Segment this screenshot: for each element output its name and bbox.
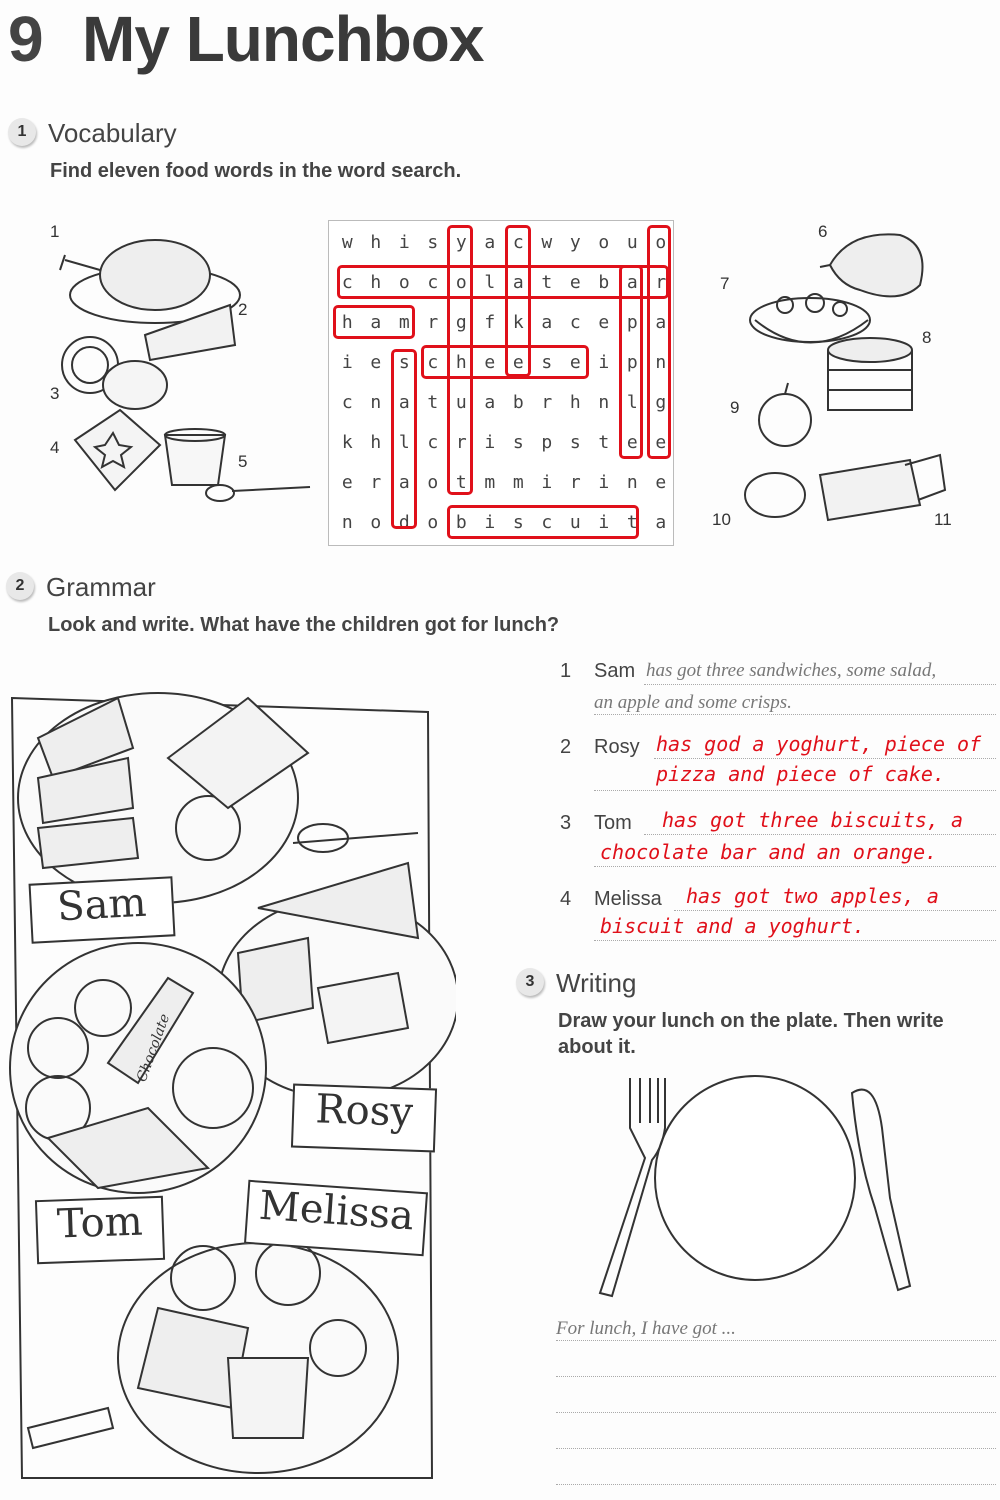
picture-number: 6 bbox=[818, 222, 828, 241]
grid-letter[interactable]: n bbox=[598, 392, 610, 413]
grid-letter[interactable]: l bbox=[626, 392, 638, 413]
grid-letter[interactable]: a bbox=[512, 272, 524, 293]
picture-number: 7 bbox=[720, 274, 730, 293]
grid-letter[interactable]: a bbox=[484, 392, 496, 413]
grid-letter[interactable]: i bbox=[598, 352, 610, 373]
chocolate-label: Chocolate bbox=[133, 1011, 174, 1085]
grid-letter[interactable]: r bbox=[655, 272, 667, 293]
section-badge: 1 bbox=[8, 118, 36, 146]
found-word-mark bbox=[447, 505, 639, 539]
grid-letter[interactable]: i bbox=[541, 472, 553, 493]
biscuit-shape bbox=[745, 473, 805, 517]
answer-line[interactable]: has got three sandwiches, some salad, bbox=[646, 660, 937, 681]
section-badge: 3 bbox=[516, 968, 544, 996]
grid-letter[interactable]: f bbox=[484, 312, 496, 333]
nameplate-rosy: Rosy bbox=[291, 1084, 437, 1153]
grid-letter[interactable]: b bbox=[512, 392, 524, 413]
grid-letter[interactable]: a bbox=[370, 312, 382, 333]
grid-letter[interactable]: s bbox=[569, 432, 581, 453]
picture-number: 10 bbox=[712, 510, 731, 529]
grid-letter[interactable]: a bbox=[398, 392, 410, 413]
yoghurt-shape bbox=[165, 435, 225, 485]
grid-letter[interactable]: a bbox=[541, 312, 553, 333]
grid-letter[interactable]: h bbox=[370, 432, 382, 453]
grid-letter[interactable]: e bbox=[370, 352, 382, 373]
grid-letter[interactable]: s bbox=[512, 432, 524, 453]
grammar-title: Grammar bbox=[46, 572, 156, 602]
writing-title: Writing bbox=[556, 968, 637, 998]
found-word-mark bbox=[619, 265, 643, 459]
grid-letter[interactable]: o bbox=[427, 472, 439, 493]
grid-letter[interactable]: m bbox=[484, 472, 496, 493]
picture-number: 11 bbox=[934, 510, 952, 529]
grid-letter[interactable]: r bbox=[569, 472, 581, 493]
nameplate-sam: Sam bbox=[29, 876, 176, 943]
grid-letter[interactable]: t bbox=[455, 472, 467, 493]
picture-number: 4 bbox=[50, 438, 60, 457]
answer-line[interactable]: chocolate bar and an orange. bbox=[600, 840, 938, 864]
plate-circle bbox=[655, 1076, 855, 1280]
grid-letter[interactable]: o bbox=[398, 272, 410, 293]
answer-line[interactable]: has got two apples, a bbox=[686, 884, 939, 908]
answer-line[interactable]: has god a yoghurt, piece of bbox=[656, 732, 982, 756]
grid-letter[interactable]: o bbox=[427, 512, 439, 533]
food-pictures-right bbox=[740, 225, 950, 525]
chocolate-shape bbox=[820, 460, 920, 520]
grid-letter[interactable]: e bbox=[569, 352, 581, 373]
grid-letter[interactable]: n bbox=[626, 472, 638, 493]
unit-number: 9 bbox=[8, 3, 44, 75]
writing-prompt: For lunch, I have got ... bbox=[556, 1318, 736, 1339]
grid-letter[interactable]: c bbox=[427, 432, 439, 453]
writing-instruction: Draw your lunch on the plate. Then write bbox=[558, 1010, 944, 1032]
cheese-shape bbox=[145, 305, 235, 360]
grid-letter[interactable]: m bbox=[512, 472, 524, 493]
writing-line[interactable] bbox=[556, 1448, 996, 1449]
grid-letter[interactable]: i bbox=[484, 432, 496, 453]
apple-shape bbox=[759, 394, 811, 446]
grid-letter[interactable]: h bbox=[370, 272, 382, 293]
crisps-shape bbox=[75, 410, 160, 490]
grid-letter[interactable]: g bbox=[655, 392, 667, 413]
grid-letter[interactable]: i bbox=[598, 512, 610, 533]
grid-letter[interactable]: p bbox=[626, 352, 638, 373]
grid-letter[interactable]: o bbox=[455, 272, 467, 293]
picture-number: 9 bbox=[730, 398, 740, 417]
grid-letter[interactable]: t bbox=[427, 392, 439, 413]
grid-letter[interactable]: u bbox=[455, 392, 467, 413]
grid-letter[interactable]: s bbox=[541, 352, 553, 373]
grid-letter[interactable]: h bbox=[569, 392, 581, 413]
writing-line[interactable] bbox=[556, 1412, 996, 1413]
found-word-mark bbox=[505, 225, 531, 377]
chicken-shape bbox=[100, 240, 210, 310]
grid-letter[interactable]: h bbox=[455, 352, 467, 373]
grid-letter[interactable]: e bbox=[341, 472, 353, 493]
grid-letter[interactable]: i bbox=[598, 472, 610, 493]
item-name: Melissa bbox=[594, 888, 662, 910]
salad-shape bbox=[750, 298, 870, 342]
grid-letter[interactable]: r bbox=[370, 472, 382, 493]
grid-letter[interactable]: a bbox=[655, 512, 667, 533]
nameplate-tom: Tom bbox=[35, 1196, 165, 1264]
grid-letter[interactable]: a bbox=[626, 272, 638, 293]
food-pictures-left bbox=[40, 225, 320, 515]
plate-drawing bbox=[590, 1068, 930, 1308]
item-number: 1 bbox=[560, 660, 572, 682]
grid-letter[interactable]: i bbox=[341, 352, 353, 373]
found-word-mark bbox=[391, 349, 417, 529]
grid-letter[interactable]: c bbox=[512, 232, 524, 253]
grid-letter[interactable]: u bbox=[626, 232, 638, 253]
picture-number: 5 bbox=[238, 452, 248, 471]
grid-letter[interactable]: g bbox=[455, 312, 467, 333]
ham-shape bbox=[830, 234, 923, 296]
grid-letter[interactable]: e bbox=[512, 352, 524, 373]
found-word-mark bbox=[647, 225, 671, 459]
grid-letter[interactable]: i bbox=[398, 232, 410, 253]
writing-line[interactable] bbox=[556, 1376, 996, 1377]
grammar-instruction: Look and write. What have the children got for lunch? bbox=[48, 614, 560, 636]
writing-line[interactable] bbox=[556, 1484, 996, 1485]
word-search bbox=[328, 220, 674, 546]
cake-shape bbox=[828, 338, 912, 362]
grid-letter[interactable]: d bbox=[398, 512, 410, 533]
grid-letter[interactable]: p bbox=[541, 432, 553, 453]
section-badge: 2 bbox=[6, 572, 34, 600]
picture-number: 2 bbox=[238, 300, 248, 319]
grid-letter[interactable]: s bbox=[512, 512, 524, 533]
answer-line[interactable]: biscuit and a yoghurt. bbox=[600, 914, 865, 938]
lunch-illustration bbox=[8, 668, 456, 1488]
grid-letter[interactable]: r bbox=[455, 432, 467, 453]
grid-letter[interactable]: i bbox=[484, 512, 496, 533]
item-name: Tom bbox=[594, 812, 632, 834]
grid-letter[interactable]: w bbox=[541, 232, 553, 253]
item-number: 3 bbox=[560, 812, 572, 834]
grid-letter[interactable]: l bbox=[398, 432, 410, 453]
grid-letter[interactable]: o bbox=[655, 232, 667, 253]
grid-letter[interactable]: h bbox=[341, 312, 353, 333]
writing-instruction: about it. bbox=[558, 1036, 636, 1058]
grid-letter[interactable]: r bbox=[427, 312, 439, 333]
grid-letter[interactable]: t bbox=[541, 272, 553, 293]
answer-line[interactable]: has got three biscuits, a bbox=[662, 808, 964, 832]
grid-letter[interactable]: b bbox=[455, 512, 467, 533]
grid-letter[interactable]: e bbox=[598, 312, 610, 333]
found-word-mark bbox=[333, 305, 415, 339]
grid-letter[interactable]: u bbox=[569, 512, 581, 533]
grid-letter[interactable]: e bbox=[484, 352, 496, 373]
grid-letter[interactable]: y bbox=[569, 232, 581, 253]
grid-letter[interactable]: e bbox=[569, 272, 581, 293]
grid-letter[interactable]: a bbox=[655, 312, 667, 333]
grid-letter[interactable]: n bbox=[341, 512, 353, 533]
grid-letter[interactable]: y bbox=[455, 232, 467, 253]
grid-letter[interactable]: b bbox=[598, 272, 610, 293]
grid-letter[interactable]: o bbox=[370, 512, 382, 533]
vocabulary-title: Vocabulary bbox=[48, 118, 177, 148]
grid-letter[interactable]: l bbox=[484, 272, 496, 293]
grid-letter[interactable]: m bbox=[398, 312, 410, 333]
knife-shape bbox=[852, 1090, 910, 1290]
found-word-mark bbox=[447, 225, 473, 495]
vocabulary-instruction: Find eleven food words in the word search. bbox=[50, 160, 462, 182]
grid-letter[interactable]: h bbox=[370, 232, 382, 253]
grid-letter[interactable]: o bbox=[598, 232, 610, 253]
grid-letter[interactable]: c bbox=[341, 392, 353, 413]
grid-letter[interactable]: c bbox=[541, 512, 553, 533]
grid-letter[interactable]: s bbox=[427, 232, 439, 253]
grid-letter[interactable]: n bbox=[655, 352, 667, 373]
grid-letter[interactable]: a bbox=[398, 472, 410, 493]
grid-letter[interactable]: p bbox=[626, 312, 638, 333]
grid-letter[interactable]: n bbox=[370, 392, 382, 413]
grid-letter[interactable]: k bbox=[341, 432, 353, 453]
picture-number: 3 bbox=[50, 384, 60, 403]
unit-title: My Lunchbox bbox=[82, 3, 484, 75]
grid-letter[interactable]: k bbox=[512, 312, 524, 333]
picture-number: 1 bbox=[50, 222, 60, 241]
item-name: Sam bbox=[594, 660, 636, 682]
answer-line[interactable]: pizza and piece of cake. bbox=[656, 762, 945, 786]
item-number: 4 bbox=[560, 888, 572, 910]
grid-letter[interactable]: w bbox=[341, 232, 353, 253]
grid-letter[interactable]: c bbox=[569, 312, 581, 333]
grid-letter[interactable]: t bbox=[598, 432, 610, 453]
grid-letter[interactable]: c bbox=[427, 272, 439, 293]
item-name: Rosy bbox=[594, 736, 640, 758]
grid-letter[interactable]: r bbox=[541, 392, 553, 413]
answer-line[interactable]: an apple and some crisps. bbox=[594, 692, 792, 713]
nameplate-melissa: Melissa bbox=[244, 1180, 428, 1256]
grid-letter[interactable]: e bbox=[655, 432, 667, 453]
grid-letter[interactable]: c bbox=[427, 352, 439, 373]
grid-letter[interactable]: e bbox=[655, 472, 667, 493]
grid-letter[interactable]: t bbox=[626, 512, 638, 533]
picture-number: 8 bbox=[922, 328, 932, 347]
grid-letter[interactable]: a bbox=[484, 232, 496, 253]
grid-letter[interactable]: e bbox=[626, 432, 638, 453]
item-number: 2 bbox=[560, 736, 572, 758]
grid-letter[interactable]: s bbox=[398, 352, 410, 373]
grid-letter[interactable]: c bbox=[341, 272, 353, 293]
